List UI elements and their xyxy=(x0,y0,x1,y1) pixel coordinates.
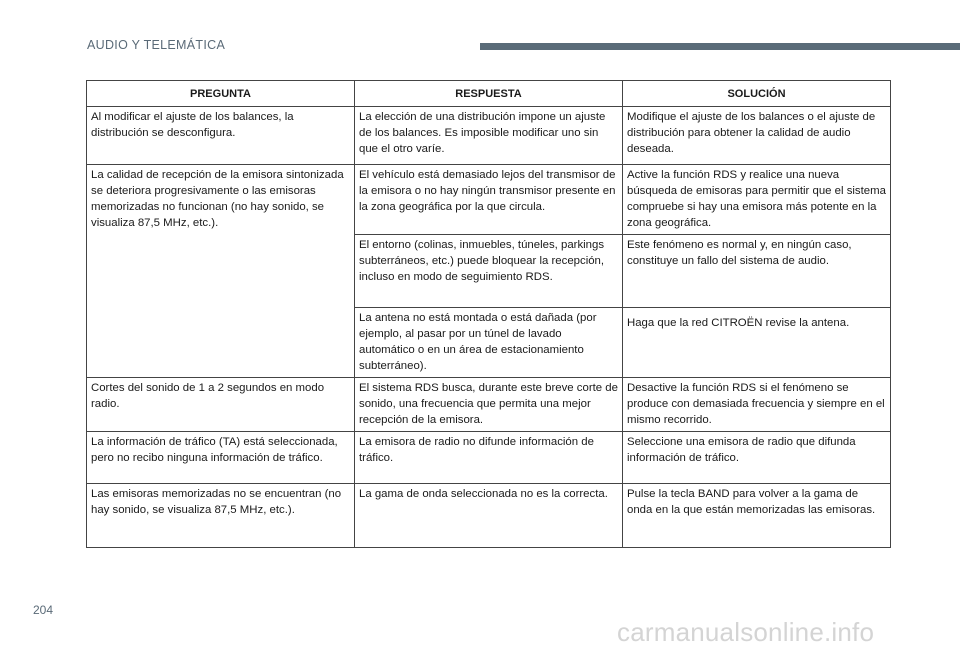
question-cell: La calidad de recepción de la emisora sintonizada se deteriora progresivamente o las emisoras memorizadas no funcionan (no hay sonido, se visualiza 87,5 MHz, etc.). xyxy=(87,165,355,378)
table-row xyxy=(87,378,891,432)
question-cell: La información de tráfico (TA) está seleccionada, pero no recibo ninguna información de tráfico. xyxy=(87,432,355,484)
column-header-solution: SOLUCIÓN xyxy=(623,81,891,107)
section-title: AUDIO Y TELEMÁTICA xyxy=(87,38,226,52)
solution-cell: Modifique el ajuste de los balances o el ajuste de distribución para obtener la calidad de audio deseada. xyxy=(623,107,891,165)
table-row xyxy=(87,107,891,165)
question-cell: Cortes del sonido de 1 a 2 segundos en modo radio. xyxy=(87,378,355,432)
column-header-question: PREGUNTA xyxy=(87,81,355,107)
solution-cell: Seleccione una emisora de radio que difunda información de tráfico. xyxy=(623,432,891,484)
question-cell: Las emisoras memorizadas no se encuentran (no hay sonido, se visualiza 87,5 MHz, etc.). xyxy=(87,484,355,548)
troubleshooting-table xyxy=(86,80,891,548)
column-header-answer: RESPUESTA xyxy=(355,81,623,107)
solution-cell: Haga que la red CITROËN revise la antena. xyxy=(623,308,891,378)
page-number: 204 xyxy=(33,603,54,617)
solution-cell: Este fenómeno es normal y, en ningún caso, constituye un fallo del sistema de audio. xyxy=(623,235,891,308)
answer-cell: El sistema RDS busca, durante este breve corte de sonido, una frecuencia que permita una mejor recepción de la emisora. xyxy=(355,378,623,432)
answer-cell: La elección de una distribución impone un ajuste de los balances. Es imposible modificar uno sin que el otro varíe. xyxy=(355,107,623,165)
table-row xyxy=(87,484,891,548)
solution-cell: Desactive la función RDS si el fenómeno se produce con demasiada frecuencia y siempre en el mismo recorrido. xyxy=(623,378,891,432)
solution-cell: Pulse la tecla BAND para volver a la gama de onda en la que están memorizadas las emisoras. xyxy=(623,484,891,548)
table-row xyxy=(87,165,891,235)
answer-cell: La gama de onda seleccionada no es la correcta. xyxy=(355,484,623,548)
header-bar xyxy=(480,43,960,50)
answer-cell: La antena no está montada o está dañada (por ejemplo, al pasar por un túnel de lavado automático o en un área de estacionamiento subterráneo). xyxy=(355,308,623,378)
answer-cell: El entorno (colinas, inmuebles, túneles, parkings subterráneos, etc.) puede bloquear la recepción, incluso en modo de seguimiento RDS. xyxy=(355,235,623,308)
answer-cell: La emisora de radio no difunde información de tráfico. xyxy=(355,432,623,484)
solution-cell: Active la función RDS y realice una nueva búsqueda de emisoras para permitir que el sistema compruebe si hay una emisora más potente en la zona geográfica. xyxy=(623,165,891,235)
table-header-row xyxy=(87,81,891,107)
answer-cell: El vehículo está demasiado lejos del transmisor de la emisora o no hay ningún transmisor presente en la zona geográfica por la que circula. xyxy=(355,165,623,235)
table-row xyxy=(87,432,891,484)
watermark: carmanualsonline.info xyxy=(617,617,875,647)
question-cell: Al modificar el ajuste de los balances, la distribución se desconfigura. xyxy=(87,107,355,165)
